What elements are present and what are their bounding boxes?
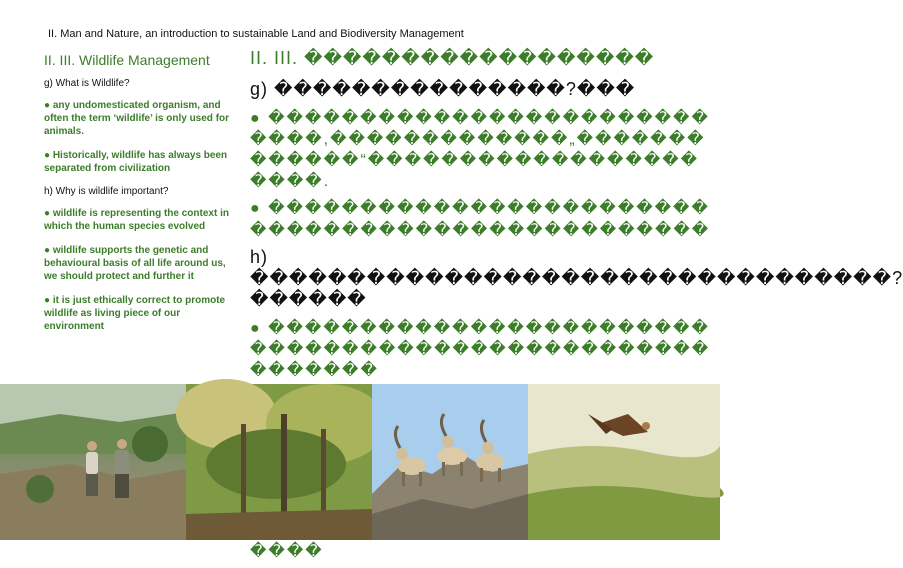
- section-title: II. III. Wildlife Management: [44, 52, 210, 68]
- question-h-translated: h) ���������������������������������?������: [250, 246, 903, 309]
- question-h: h) Why is wildlife important?: [44, 186, 169, 197]
- bullet-item: ● wildlife supports the genetic and behavioural basis of all life around us, we should protect and further it: [44, 245, 226, 282]
- page-header: II. Man and Nature, an introduction to sustainable Land and Biodiversity Management: [48, 28, 464, 40]
- bullet-item: ● it is just ethically correct to promote wildlife as living piece of our environment: [44, 295, 226, 332]
- bullet-item-translated: ● �������������������������������������������������: [250, 200, 711, 239]
- bullet-item: ● wildlife is representing the context in which the human species evolved: [44, 208, 229, 232]
- bullet-item-translated: ����: [250, 542, 324, 560]
- photo-eagle: [528, 384, 720, 540]
- photo-ibex: [372, 384, 528, 540]
- english-column: [44, 52, 230, 344]
- bullet-item: ● any undomesticated organism, and often the term ‘wildlife’ is only used for animals.: [44, 100, 230, 137]
- question-g: g) What is Wildlife?: [44, 78, 130, 89]
- photo-birdwatchers: [0, 384, 186, 540]
- photo-strip: [0, 384, 720, 540]
- photo-forest: [186, 384, 372, 540]
- bullet-item-translated: ● ����������������������������,�������������„�������������“����������������������.: [250, 110, 710, 191]
- bullet-item: ● Historically, wildlife has always been separated from civilization: [44, 150, 228, 174]
- section-title-translated: II. III. ������������������: [250, 48, 655, 68]
- bullet-item-translated: ● ��������������������������������������������������������: [250, 319, 711, 379]
- question-g-translated: g) ���������������?���: [250, 79, 636, 99]
